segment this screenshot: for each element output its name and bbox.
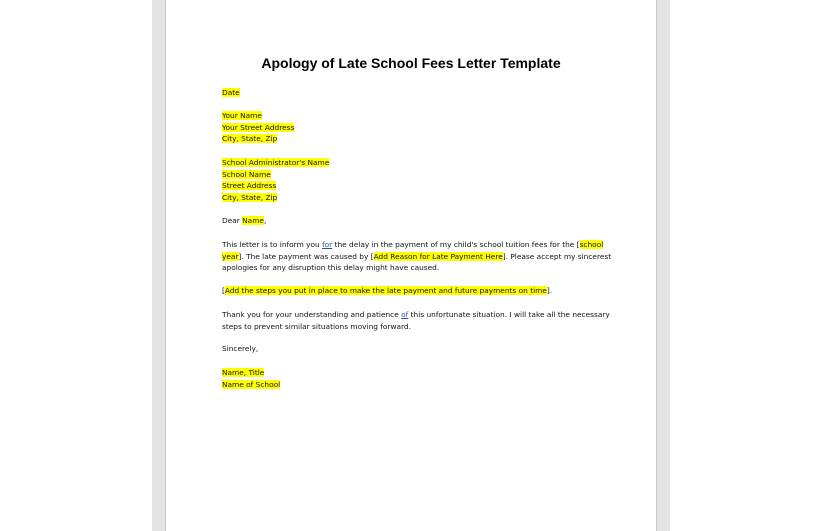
left-margin-gutter	[152, 0, 166, 531]
salutation-suffix: ,	[263, 216, 267, 225]
p1-text-2: the delay in the payment of my child's school tuition fees for the [	[332, 240, 580, 249]
salutation-name: Name	[242, 216, 264, 225]
p3-of-word: of	[401, 310, 409, 319]
p3-text-3: steps to prevent similar situations moving forward.	[222, 321, 411, 331]
p3-text-1: Thank you for your understanding and patience	[222, 310, 402, 319]
p1-text-4: ]. Please accept my sincerest	[502, 251, 612, 261]
signature-school: Name of School	[222, 379, 281, 389]
steps-placeholder: Add the steps you put in place to make the late payment and future payments on time	[224, 286, 547, 295]
date-placeholder: Date	[222, 88, 240, 97]
p3-text-2: this unfortunate situation. I will take all the necessary	[408, 310, 610, 319]
sender-name: Your Name	[222, 111, 262, 120]
p1-text-1: This letter is to inform you	[222, 240, 323, 249]
recipient-school: School Name	[222, 169, 271, 179]
signature-name-title: Name, Title	[222, 368, 265, 377]
right-margin-gutter	[656, 0, 670, 531]
p1-for-word: for	[322, 240, 333, 249]
closing	[222, 343, 612, 355]
p1-text-3: ]. The late payment was caused by [	[238, 251, 374, 261]
date-line	[222, 87, 612, 99]
salutation	[222, 215, 612, 227]
reason-placeholder: Add Reason for Late Payment Here	[373, 251, 503, 261]
closing-text: Sincerely,	[222, 344, 259, 353]
sender-address-block	[222, 110, 612, 145]
recipient-street: Street Address	[222, 181, 277, 191]
document-title: Apology of Late School Fees Letter Template	[261, 55, 561, 71]
paragraph-steps	[222, 285, 612, 297]
school-year-placeholder-1: school	[579, 240, 604, 249]
salutation-prefix: Dear	[222, 216, 243, 225]
recipient-title: School Administrator's Name	[222, 158, 330, 167]
recipient-city: City, State, Zip	[222, 192, 278, 202]
signature-block	[222, 367, 612, 390]
school-year-placeholder-2: year	[222, 251, 239, 261]
steps-open-bracket: [	[222, 286, 225, 295]
recipient-address-block	[222, 157, 612, 203]
document-page[interactable]	[166, 0, 656, 531]
p1-text-5: apologies for any disruption this delay might have caused.	[222, 263, 440, 273]
paragraph-thanks	[222, 309, 612, 332]
sender-city: City, State, Zip	[222, 134, 278, 144]
steps-close-bracket: ].	[546, 286, 553, 295]
paragraph-inform	[222, 239, 612, 274]
sender-street: Your Street Address	[222, 122, 295, 132]
